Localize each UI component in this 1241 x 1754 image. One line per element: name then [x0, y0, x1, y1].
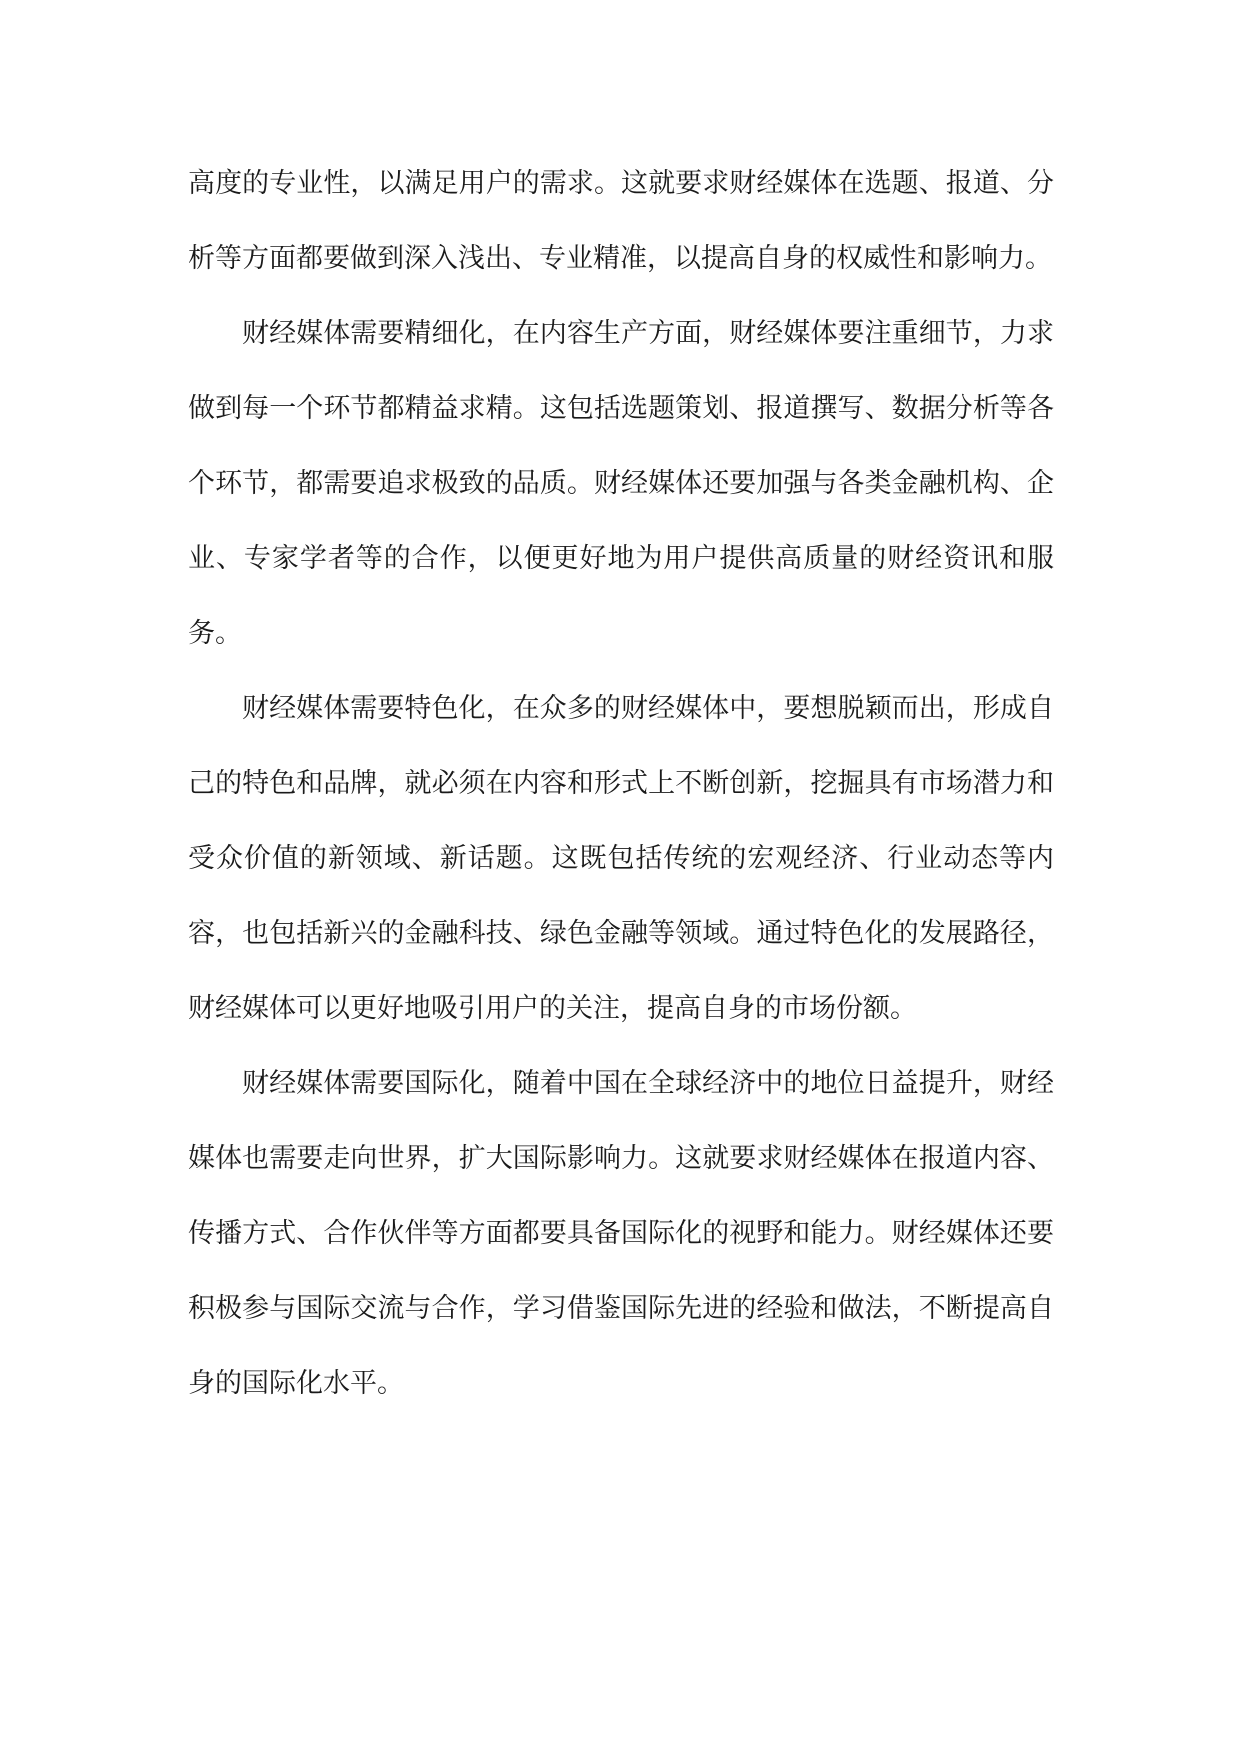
paragraph-continuation: 高度的专业性，以满足用户的需求。这就要求财经媒体在选题、报道、分析等方面都要做到深入浅出、专业精准，以提高自身的权威性和影响力。 — [188, 168, 1054, 274]
paragraph-specialization: 财经媒体需要特色化，在众多的财经媒体中，要想脱颖而出，形成自己的特色和品牌，就必须在内容和形式上不断创新，挖掘具有市场潜力和受众价值的新领域、新话题。这既包括传统的宏观经济、行业动态等内容，也包括新兴的金融科技、绿色金融等领域。通过特色化的发展路径，财经媒体可以更好地吸引用户的关注，提高自身的市场份额。 — [188, 693, 1054, 1024]
paragraph-refinement: 财经媒体需要精细化，在内容生产方面，财经媒体要注重细节，力求做到每一个环节都精益求精。这包括选题策划、报道撰写、数据分析等各个环节，都需要追求极致的品质。财经媒体还要加强与各类金融机构、企业、专家学者等的合作，以便更好地为用户提供高质量的财经资讯和服务。 — [188, 318, 1054, 649]
paragraph-internationalization: 财经媒体需要国际化，随着中国在全球经济中的地位日益提升，财经媒体也需要走向世界，扩大国际影响力。这就要求财经媒体在报道内容、传播方式、合作伙伴等方面都要具备国际化的视野和能力。财经媒体还要积极参与国际交流与合作，学习借鉴国际先进的经验和做法，不断提高自身的国际化水平。 — [188, 1068, 1054, 1399]
document-body — [188, 146, 1054, 1421]
